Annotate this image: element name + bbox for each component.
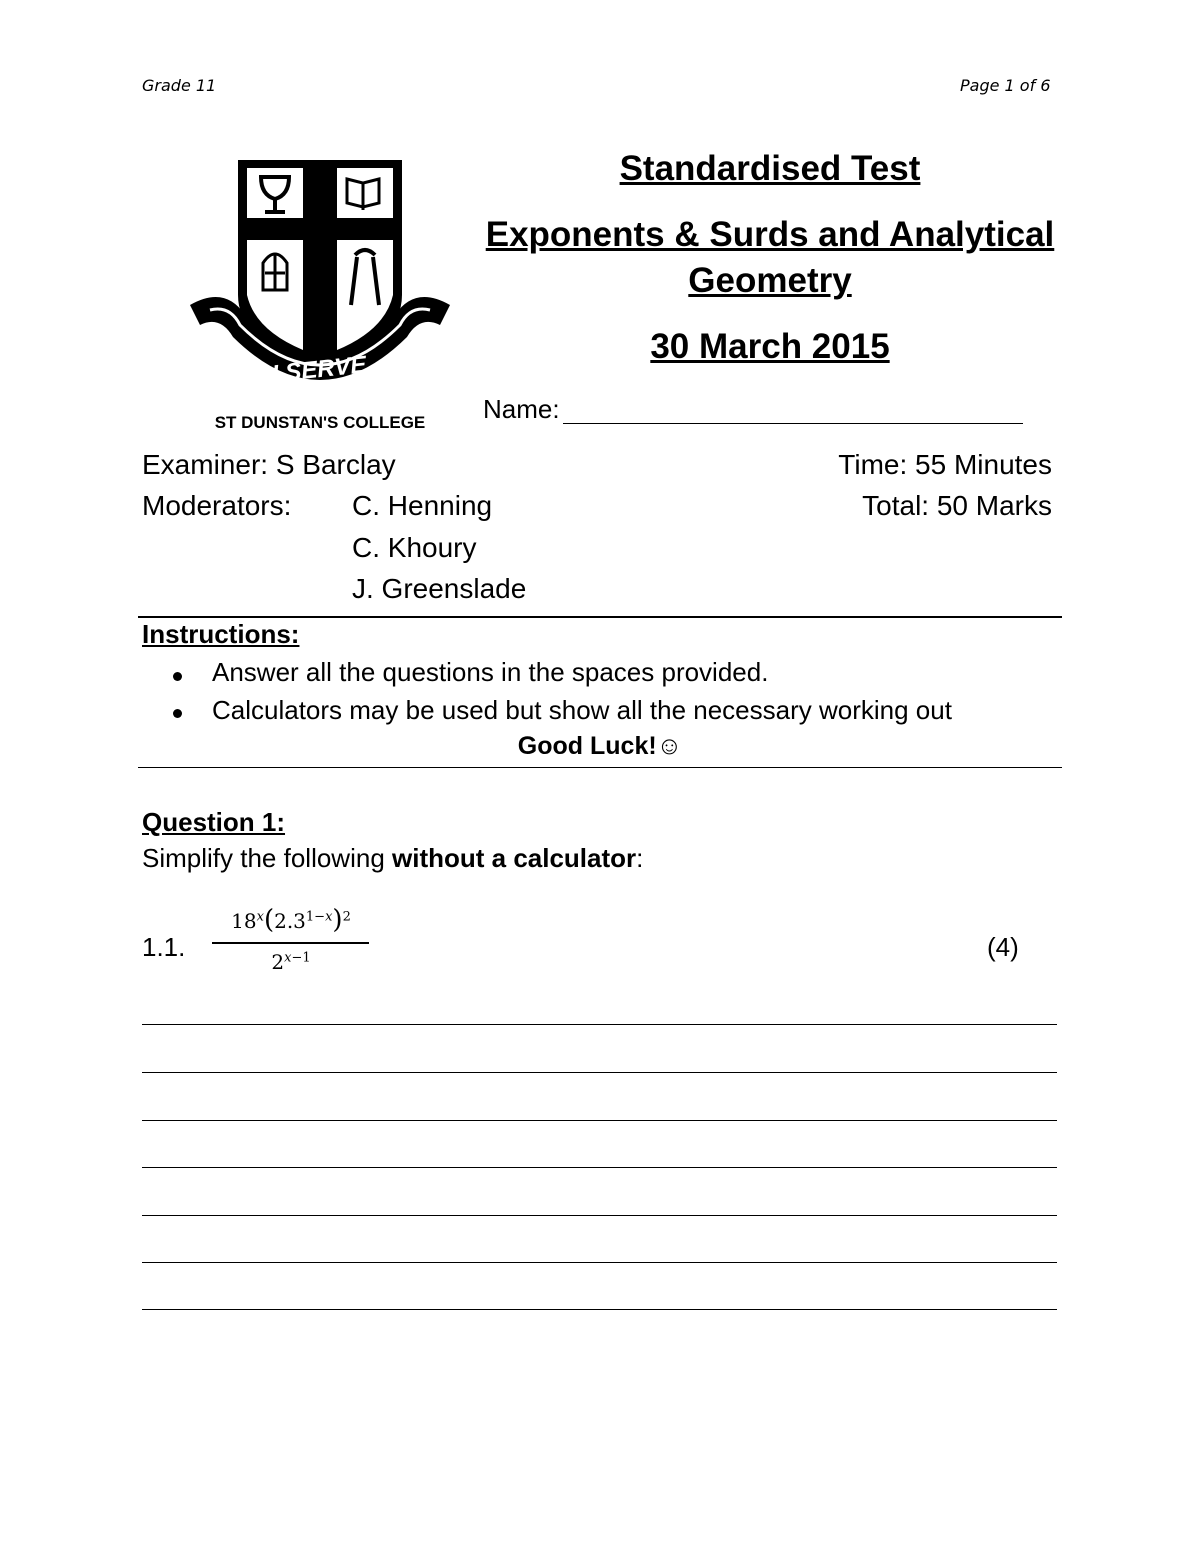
name-line[interactable] [563,423,1023,424]
fraction-numerator: $18^x(2.3^{1-x})^2$ [231,905,351,935]
answer-line[interactable] [142,1262,1057,1263]
instructions-heading: Instructions: [142,619,300,649]
question-1-heading: Question 1: [142,807,286,837]
header-grade: Grade 11 [142,76,217,95]
name-label: Name: [483,394,560,424]
header-page-number: Page 1 of 6 [960,76,1051,95]
crest-motto: I SERVE [270,351,368,388]
question-1-1-number: 1.1. [142,932,186,962]
moderator-1: C. Henning [352,490,493,521]
instructions-bottom-rule [138,767,1062,768]
good-luck: Good Luck!☺ [517,732,683,760]
answer-line[interactable] [142,1167,1057,1168]
answer-line[interactable] [142,1120,1057,1121]
question-1-prompt [142,843,643,874]
school-crest-logo [185,155,455,435]
prompt-colon: : [636,843,644,873]
test-date: 30 March 2015 [650,327,890,366]
prompt-bold-text: without a calculator [392,843,637,873]
question-1-1-marks: (4) [987,932,1019,962]
bullet-icon [173,709,182,718]
prompt-text: Simplify the following [142,843,392,873]
answer-line[interactable] [142,1024,1057,1025]
crest-school-name: ST DUNSTAN'S COLLEGE [214,413,426,432]
time-limit: Time: 55 Minutes [838,449,1052,480]
instruction-item: Answer all the questions in the spaces provided. [212,657,769,687]
fraction-bar [212,942,369,944]
answer-line[interactable] [142,1072,1057,1073]
subject-line-2: Geometry [688,261,852,300]
fraction-denominator: $2^{x-1}$ [271,950,311,974]
examiner: Examiner: S Barclay [142,449,396,480]
total-marks: Total: 50 Marks [862,490,1052,521]
instruction-item: Calculators may be used but show all the necessary working out [212,695,952,725]
test-title: Standardised Test [619,149,921,188]
moderators-label: Moderators: [142,490,292,521]
instructions-top-rule [138,616,1062,618]
moderator-2: C. Khoury [352,532,477,563]
answer-line[interactable] [142,1215,1057,1216]
answer-line[interactable] [142,1309,1057,1310]
subject-line-1: Exponents & Surds and Analytical [485,215,1055,254]
bullet-icon [173,672,182,681]
moderator-3: J. Greenslade [352,573,527,604]
